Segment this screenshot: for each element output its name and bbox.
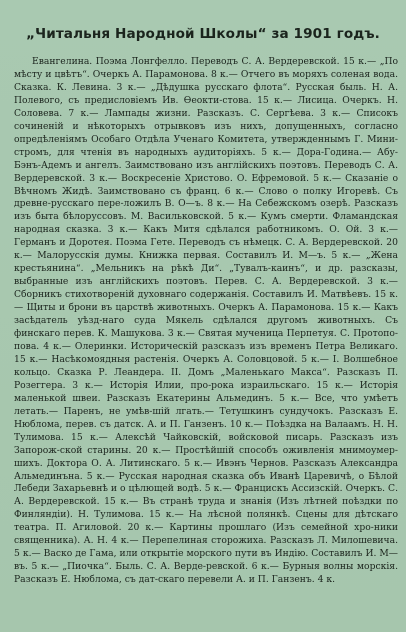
catalog-paragraph: Евангелина. Поэма Лонгфелло. Переводъ С. А. Вердеревской. 15 к.— „По мѣсту и цвѣтъ“. Очеркъ А. Парамонова. 8 к.— Отчего въ моряхъ соленая вода. Сказка. К. Левина. 3 к.— „Дѣдушка русскаго флота“. Русская быль. Н. А. Полевого, съ предисловіемъ Ив. Ѳеокти-стова. 15 к.— Лисица. Очеркъ. Н. Соловева. 7 к.— Лампады жизни. Разсказъ. С. Сергѣева. 3 к.— Списокъ сочиненій и нѣкоторыхъ отрывковъ изъ нихъ, допущенныхъ, согласно опредѣленіямъ Особаго Отдѣла Ученаго Комитета, утвержденнымъ Г. Мини-стромъ, для чтенія въ народныхъ аудиторіяхъ. 5 к.— Дора-Година.— Абу-Бэнъ-Адемъ и ангелъ. Заимствовано изъ англійскихъ поэтовъ. Переводъ С. А. Вердеревской. 3 к.— Воскресеніе Христово. О. Ефремовой. 5 к.— Сказаніе о Вѣчномъ Жидѣ. Заимствовано съ франц. 6 к.— Слово о полку Игоревѣ. Съ древне-русскаго пере-ложилъ В. О—ъ. 8 к.— На Себежскомъ озерѣ. Разсказъ изъ быта бѣлоруссовъ. М. Васильковской. 5 к.— Кумъ смерти. Фламандская народная сказка. 3 к.— Какъ Митя сдѣлался работникомъ. О. Ой. 3 к.— Германъ и Доротея. Поэма Гете. Переводъ съ нѣмецк. С. А. Вердеревской. 20 к.— Малорусскія думы. Книжка первая. Составилъ И. М—ъ. 5 к.— „Жена крестьянина“. „Мельникъ на рѣкѣ Ди“. „Тувалъ-каинъ“, и др. разсказы, выбранные изъ англійскихъ поэтовъ. Перев. С. А. Вердеревской. 3 к.— Сборникъ стихотвореній духовнаго содержанія. Составилъ И. Матвѣевъ. 15 к.— Щиты и брони въ царствѣ животныхъ. Очеркъ А. Парамонова. 15 к.— Какъ засѣдатель уѣзд-наго суда Мякель сдѣлался другомъ животныхъ. Съ финскаго перев. К. Машукова. 3 к.— Святая мученица Перпетуя. С. Протопо-пова. 4 к.— Олеринки. Историческій разсказъ изъ временъ Петра Великаго. 15 к.— Насѣкомоядныя растенія. Очеркъ А. Соловцовой. 5 к.— I. Волшебное кольцо. Сказка Р. Леандера. II. Домъ „Маленькаго Макса“. Разсказъ П. Розеггера. 3 к.— Исторія Илии, про-рока израильскаго. 15 к.— Исторія маленькой швеи. Разсказъ Екатерины Альмединъ. 5 к.— Все, что умѣетъ летать.— Паренъ, не умѣв-шій лгать.— Тетушкинъ сундучокъ. Разсказъ Е. Нюблома, перев. съ датск. А. и П. Ганзенъ. 10 к.— Поѣздка на Валаамъ. Н. Н. Тулимова. 15 к.— Алексѣй Чайковскій, войсковой писарь. Разсказъ изъ Запорож-ской старины. 20 к.— Простѣйшій способъ оживленія мнимоумер-шихъ. Доктора О. А. Литинскаго. 5 к.— Ивэнъ Чернов. Разсказъ Александра Альмединъна. 5 к.— Русская народная сказка объ Иванѣ Царевичѣ, о Бѣлой Лебеди Захарьевнѣ и о цѣлющей водѣ. 5 к.— Францискъ Ассизскій. Очеркъ. С. А. Вердеревской. 15 к.— Въ странѣ труда и знанія (Изъ лѣтней поѣздки по Финляндіи). Н. Тулимова. 15 к.— На лѣсной полянкѣ. Сцены для дѣтскаго театра. П. Агиловой. 20 к.— Картины прошлаго (Изъ семейной хро-ники священника). А. Н. 4 к.— Перепелиная сторожиха. Разсказъ Л. Милошевича. 5 к.— Васко де Гама, или открытіе морского пути въ Индію. Составилъ И. М—въ. 5 к.— „Пиочка“. Быль. С. А. Верде-ревской. 6 к.— Бурныя волны морскія. Разсказъ Е. Нюблома, съ дат-скаго перевели А. и П. Ганзенъ. 4 к.: [14, 56, 398, 586]
catalog-text: [14, 56, 398, 587]
page-title: „Читальня Народной Школы“ за 1901 годъ.: [26, 26, 380, 42]
